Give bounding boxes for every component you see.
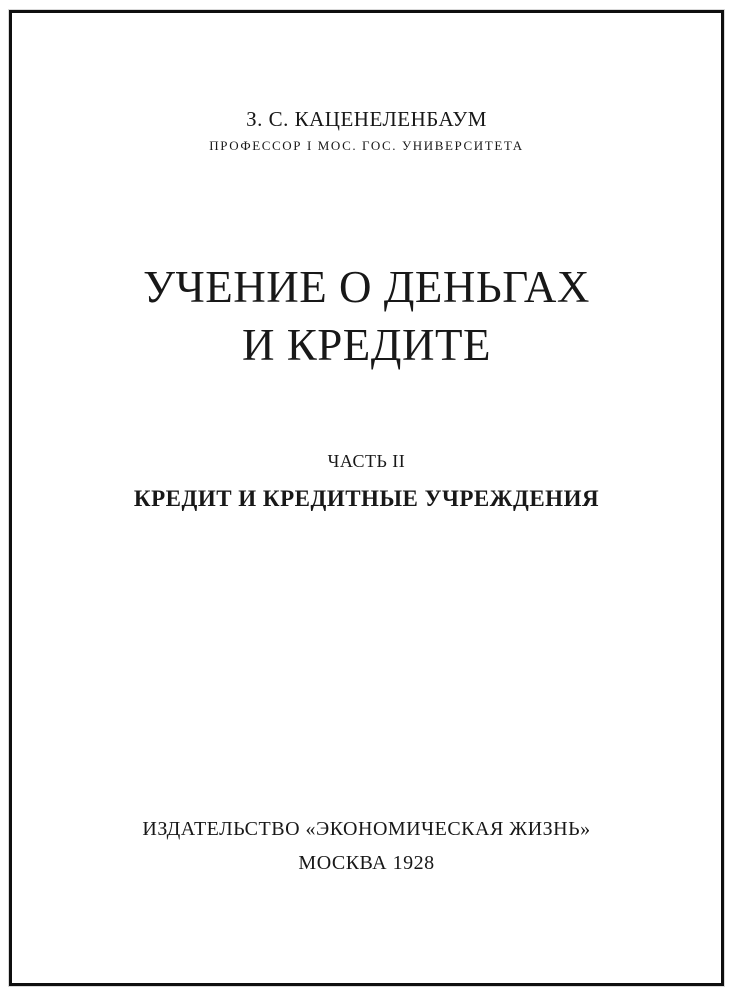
part-label: ЧАСТЬ II: [327, 451, 406, 471]
publisher-name: ИЗДАТЕЛЬСТВО «ЭКОНОМИЧЕСКАЯ ЖИЗНЬ»: [142, 818, 591, 840]
book-subtitle: КРЕДИТ И КРЕДИТНЫЕ УЧРЕЖДЕНИЯ: [133, 486, 600, 511]
author-affiliation: ПРОФЕССОР I МОС. ГОС. УНИВЕРСИТЕТА: [209, 138, 524, 153]
city-and-year: МОСКВА 1928: [298, 852, 435, 874]
author-name: З. С. КАЦЕНЕЛЕНБАУМ: [246, 107, 487, 131]
book-title-line2: И КРЕДИТЕ: [242, 320, 491, 370]
book-title-line1: УЧЕНИЕ О ДЕНЬГАХ: [143, 262, 590, 312]
book-title: [12, 258, 721, 374]
